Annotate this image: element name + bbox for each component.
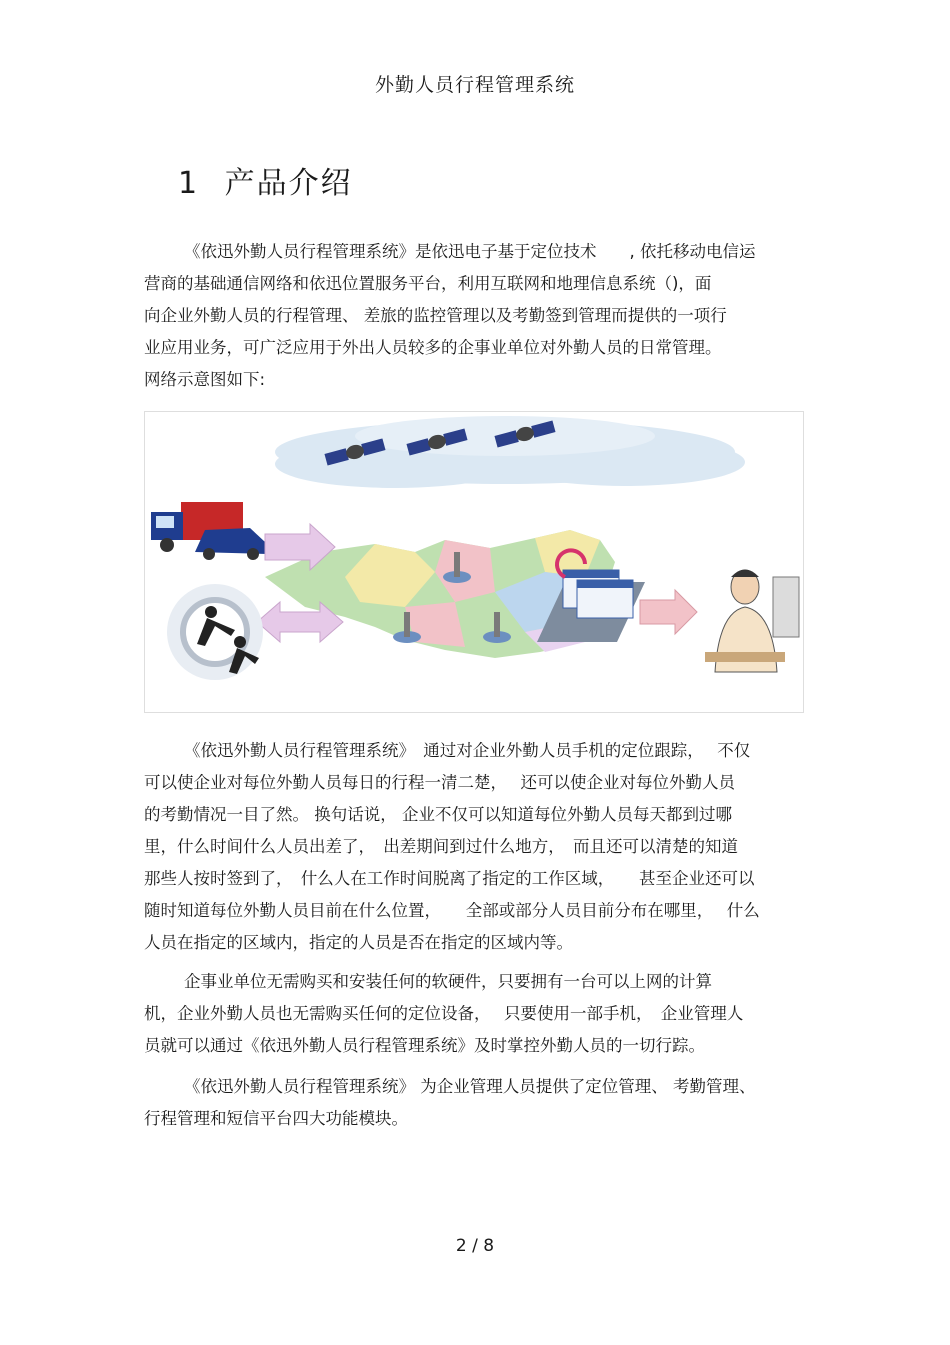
text-line: 里，什么时间什么人员出差了， 出差期间到过什么地方， 而且还可以清楚的知道 bbox=[144, 837, 738, 856]
text-line: 向企业外勤人员的行程管理、 差旅的监控管理以及考勤签到管理而提供的一项行 bbox=[144, 306, 727, 325]
business-people-icon bbox=[167, 584, 263, 680]
text-line: 企事业单位无需购买和安装任何的软硬件，只要拥有一台可以上网的计算 bbox=[184, 972, 712, 991]
text-line: 行程管理和短信平台四大功能模块。 bbox=[144, 1109, 408, 1128]
description-paragraph bbox=[144, 735, 806, 959]
text-line: 员就可以通过《依迅外勤人员行程管理系统》及时掌控外勤人员的一切行踪。 bbox=[144, 1036, 705, 1055]
text-line: 业应用业务，可广泛应用于外出人员较多的企事业单位对外勤人员的日常管理。 bbox=[144, 338, 722, 357]
operator-icon bbox=[705, 570, 799, 673]
section-heading bbox=[178, 158, 353, 202]
text-line: 随时知道每位外勤人员目前在什么位置， 全部或部分人员目前分布在哪里， 什么 bbox=[144, 901, 760, 920]
page-header: 外勤人员行程管理系统 bbox=[374, 74, 575, 96]
text-line: 网络示意图如下: bbox=[144, 370, 266, 389]
section-title-text: 产品介绍 bbox=[224, 166, 353, 201]
text-line: 营商的基础通信网络和依迅位置服务平台，利用互联网和地理信息系统（)，面 bbox=[144, 274, 712, 293]
text-line: 可以使企业对每位外勤人员每日的行程一清二楚， 还可以使企业对每位外勤人员 bbox=[144, 773, 735, 792]
text-line: 机，企业外勤人员也无需购买任何的定位设备， 只要使用一部手机， 企业管理人 bbox=[144, 1004, 744, 1023]
text-line: 《依迅外勤人员行程管理系统》 为企业管理人员提供了定位管理、 考勤管理、 bbox=[184, 1077, 756, 1096]
text-line: 的考勤情况一目了然。 换句话说， 企业不仅可以知道每位外勤人员每天都到过哪 bbox=[144, 805, 732, 824]
requirements-paragraph bbox=[144, 966, 806, 1062]
text-line: 人员在指定的区域内，指定的人员是否在指定的区域内等。 bbox=[144, 933, 573, 952]
section-number: 1 bbox=[178, 166, 200, 201]
text-line: 《依迅外勤人员行程管理系统》 通过对企业外勤人员手机的定位跟踪， 不仅 bbox=[184, 741, 751, 760]
text-line: 《依迅外勤人员行程管理系统》是依迅电子基于定位技术 , 依托移动电信运 bbox=[184, 242, 756, 261]
arrow-platform-to-operator bbox=[640, 590, 697, 634]
network-diagram bbox=[144, 411, 804, 713]
network-diagram-svg bbox=[145, 412, 803, 712]
page-number: 2 / 8 bbox=[455, 1236, 495, 1256]
modules-paragraph bbox=[144, 1071, 806, 1135]
intro-paragraph bbox=[144, 236, 806, 396]
text-line: 那些人按时签到了， 什么人在工作时间脱离了指定的工作区域， 甚至企业还可以 bbox=[144, 869, 755, 888]
car-icon bbox=[195, 528, 267, 560]
